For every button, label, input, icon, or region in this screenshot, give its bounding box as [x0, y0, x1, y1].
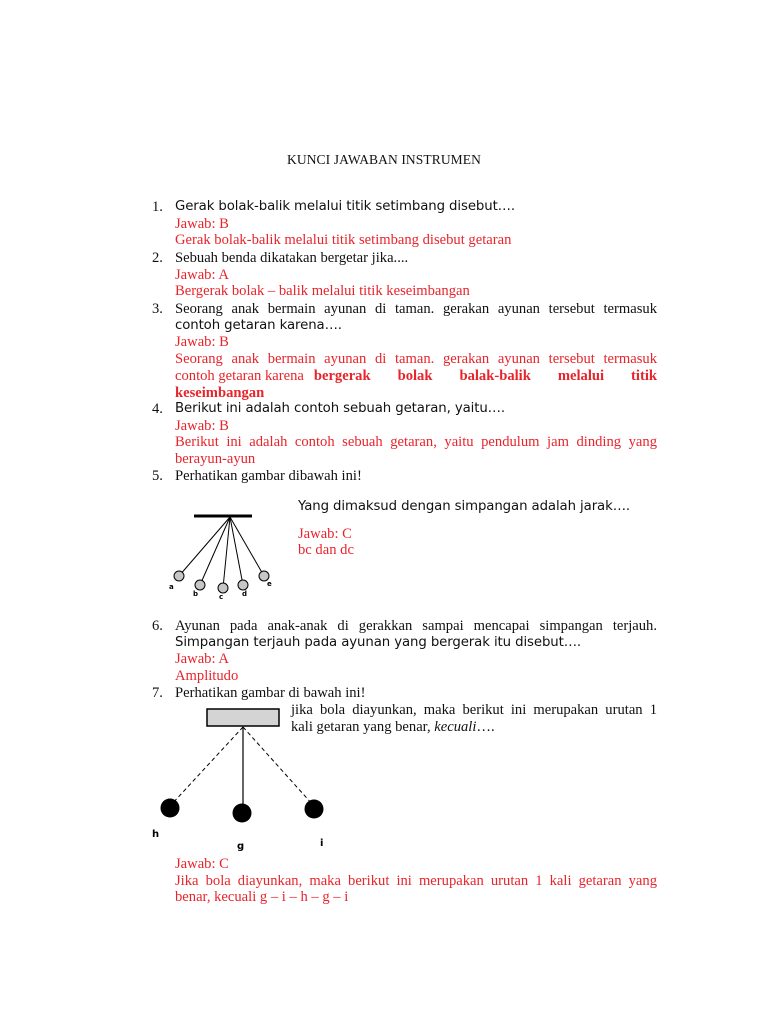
question-number: 7. — [152, 685, 163, 701]
side-emphasis: kecuali — [434, 718, 477, 735]
question-text-line-2: Simpangan terjauh pada ayunan yang bergerak itu disebut…. — [175, 634, 582, 650]
pendulum-support-block — [207, 709, 279, 726]
question-side-line-1: jika bola diayunkan, maka berikut ini merupakan urutan 1 — [291, 702, 657, 718]
answer-key: Jawab: A — [175, 651, 229, 668]
question-number: 1. — [152, 199, 163, 215]
pendulum-bob-b — [195, 580, 205, 590]
pendulum-string-d — [230, 517, 243, 585]
answer-explanation-line-2: benar, kecuali g – i – h – g – i — [175, 889, 349, 906]
pendulum-string-c — [223, 517, 230, 588]
answer-explanation-line-1: Jika bola diayunkan, maka berikut ini merupakan urutan 1 kali getaran yang — [175, 872, 657, 889]
dashed-string-h — [171, 727, 243, 805]
pendulum-string-b — [200, 517, 230, 585]
pendulum-bob-c — [218, 583, 228, 593]
label-i: i — [320, 838, 324, 849]
answer-key: Jawab: C — [298, 525, 352, 542]
answer-bold-part: bergerak bolak balak-balik melalui titik — [313, 367, 657, 384]
question-text: Perhatikan gambar di bawah ini! — [175, 685, 366, 701]
question-text-line-1: Seorang anak bermain ayunan di taman. gerakan ayunan tersebut termasuk — [175, 301, 657, 317]
question-5 — [152, 468, 657, 485]
swinging-ball-figure — [145, 702, 335, 852]
question-6 — [152, 618, 657, 685]
answer-explanation: Gerak bolak-balik melalui titik setimbang disebut getaran — [175, 232, 512, 249]
answer-key: Jawab: C — [175, 856, 229, 872]
question-side-line-2 — [291, 719, 657, 736]
answer-key: Jawab: B — [175, 417, 229, 434]
answer-key: Jawab: B — [175, 215, 229, 232]
page-title: KUNCI JAWABAN INSTRUMEN — [287, 152, 481, 167]
label-b: b — [193, 590, 199, 598]
question-text-line-1: Ayunan pada anak-anak di gerakkan sampai mencapai simpangan terjauh. — [175, 618, 657, 634]
question-text: Sebuah benda dikatakan bergetar jika.... — [175, 250, 409, 266]
question-4 — [152, 401, 657, 468]
question-text: Perhatikan gambar dibawah ini! — [175, 468, 362, 484]
answer-explanation-line-1: Berikut ini adalah contoh sebuah getaran, yaitu pendulum jam dinding yang — [175, 434, 657, 451]
answer-explanation-line-3: keseimbangan — [175, 384, 265, 401]
question-1 — [152, 199, 657, 249]
question-number: 6. — [152, 618, 163, 634]
question-number: 5. — [152, 468, 163, 484]
answer-explanation-line-2: berayun-ayun — [175, 451, 256, 468]
label-c: c — [219, 593, 224, 601]
label-h: h — [152, 829, 160, 840]
question-text-line-2: contoh getaran karena…. — [175, 317, 342, 333]
answer-explanation-line-1: Seorang anak bermain ayunan di taman. gerakan ayunan tersebut termasuk — [175, 351, 657, 368]
answer-key: Jawab: B — [175, 334, 229, 351]
question-side-text: Yang dimaksud dengan simpangan adalah jarak…. — [298, 499, 631, 514]
question-number: 3. — [152, 301, 163, 317]
label-e: e — [267, 580, 272, 588]
ball-i — [305, 800, 324, 819]
question-2 — [152, 250, 657, 300]
dashed-string-i — [243, 727, 313, 805]
ball-h — [161, 799, 180, 818]
question-3 — [152, 301, 657, 401]
question-text: Gerak bolak-balik melalui titik setimbang disebut…. — [175, 199, 516, 214]
question-number: 2. — [152, 250, 163, 266]
label-g: g — [237, 841, 245, 852]
question-7-side — [291, 702, 657, 735]
question-7-answer — [152, 856, 657, 906]
answer-plain-part: contoh getaran karena — [175, 367, 304, 384]
label-a: a — [169, 583, 174, 591]
side-text: kali getaran yang benar, — [291, 718, 431, 735]
pendulum-bob-a — [174, 571, 184, 581]
label-d: d — [242, 590, 248, 598]
question-text: Berikut ini adalah contoh sebuah getaran, yaitu…. — [175, 401, 506, 416]
answer-explanation: Amplitudo — [175, 668, 239, 685]
pendulum-string-e — [230, 517, 264, 576]
question-5-side — [298, 499, 678, 559]
answer-explanation: bc dan dc — [298, 542, 354, 559]
pendulum-string-a — [179, 517, 230, 576]
ball-g — [233, 804, 252, 823]
answer-key: Jawab: A — [175, 266, 229, 283]
answer-explanation: Bergerak bolak – balik melalui titik keseimbangan — [175, 283, 470, 300]
pendulum-bob-d — [238, 580, 248, 590]
answer-explanation-line-2 — [175, 368, 657, 385]
question-7 — [152, 685, 657, 702]
side-ellipsis: …. — [476, 718, 495, 735]
pendulum-fan-figure — [160, 508, 290, 604]
question-number: 4. — [152, 401, 163, 417]
